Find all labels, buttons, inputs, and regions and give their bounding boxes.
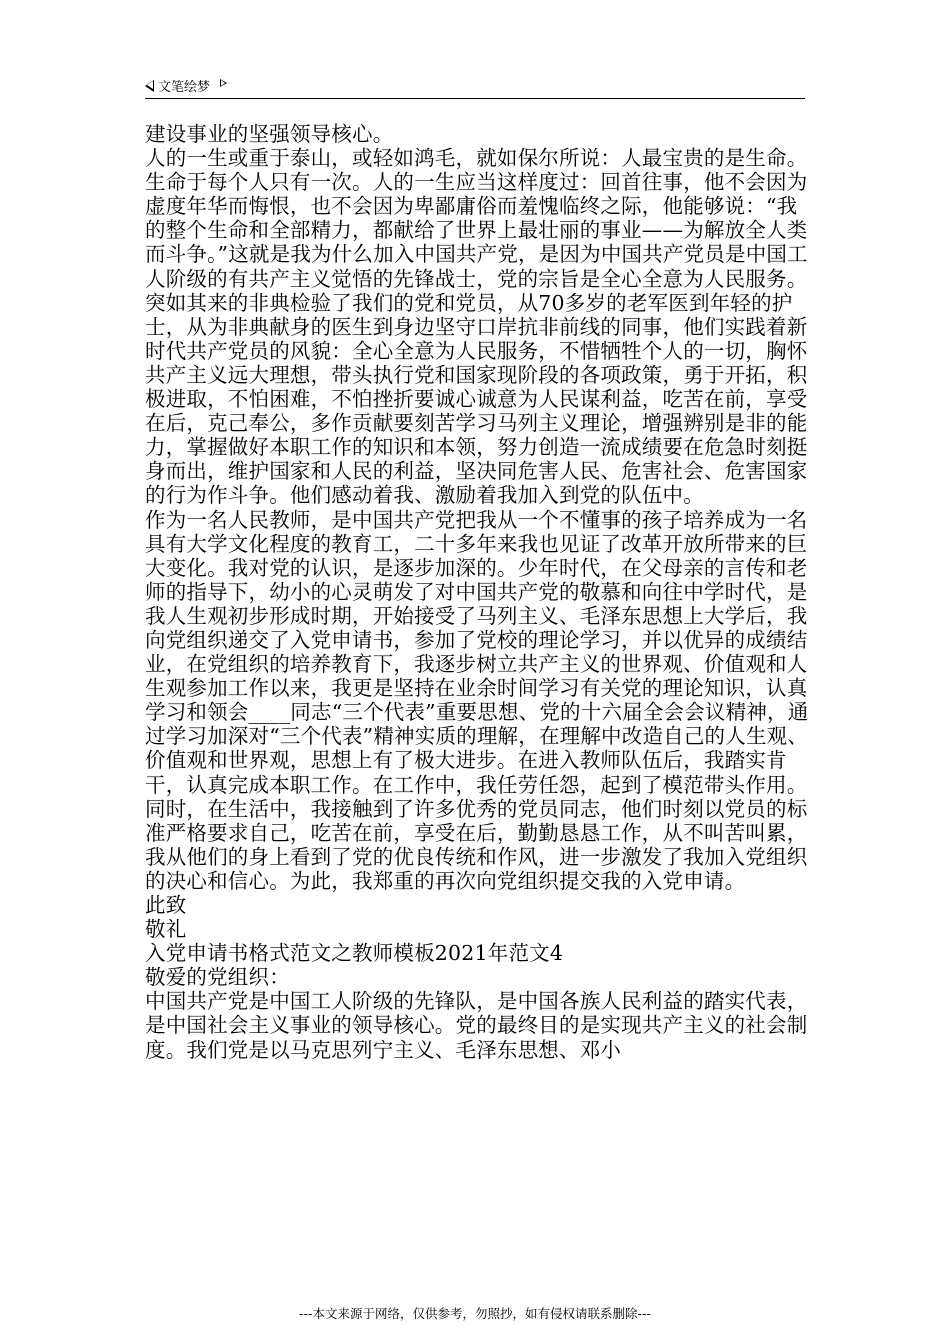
paragraph: 建设事业的坚强领导核心。 <box>145 122 394 146</box>
salutation-line: 敬礼 <box>145 917 187 942</box>
paragraph: 突如其来的非典检验了我们的党和党员，从70多岁的老军医到年轻的护士，从为非典献身的医生到身边坚守口岸抗非前线的同事，他们实践着新时代共产党员的风貌：全心全意为人民服务，不惜牺牲个人的一切，胸怀共产主义远大理想，带头执行党和国家现阶段的各项政策，勇于开拓，积极进取，不怕困难，不怕挫折要诚心诚意为人民谋利益，吃苦在前，享受在后，克己奉公，多作贡献要刻苦学习马列主义理论，增强辨别是非的能力，掌握做好本职工作的知识和本领，努力创造一流成绩要在危急时刻挺身而出，维护国家和人民的利益，坚决同危害人民、危害社会、危害国家的行为作斗争。他们感动着我、激励着我加入到党的队伍中。 <box>145 290 808 508</box>
right-triangle-icon <box>220 79 227 87</box>
greeting-line: 敬爱的党组织： <box>145 965 290 990</box>
section-title: 入党申请书格式范文之教师模板2021年范文4 <box>145 941 564 966</box>
paragraph: 人的一生或重于泰山，或轻如鸿毛，就如保尔所说：人最宝贵的是生命。生命于每个人只有一次。人的一生应当这样度过：回首往事，他不会因为虚度年华而悔恨，也不会因为卑鄙庸俗而羞愧临终之际，他能够说：“我的整个生命和全部精力，都献给了世界上最壮丽的事业——为解放全人类而斗争。”这就是我为什么加入中国共产党，是因为中国共产党员是中国工人阶级的有共产主义觉悟的先锋战士，党的宗旨是全心全意为人民服务。 <box>145 146 808 291</box>
paragraph: 同时，在生活中，我接触到了许多优秀的党员同志，他们时刻以党员的标准严格要求自己，吃苦在前，享受在后，勤勤恳恳工作，从不叫苦叫累，我从他们的身上看到了党的优良传统和作风，进一步激发了我加入党组织的决心和信心。为此，我郑重的再次向党组织提交我的入党申请。 <box>145 796 808 893</box>
header-brand <box>145 76 227 95</box>
paragraph: 作为一名人民教师，是中国共产党把我从一个不懂事的孩子培养成为一名具有大学文化程度的教育工，二十多年来我也见证了改革开放所带来的巨大变化。我对党的认识，是逐步加深的。少年时代，在父母亲的言传和老师的指导下，幼小的心灵萌发了对中国共产党的敬慕和向往中学时代，是我人生观初步形成时期，开始接受了马列主义、毛泽东思想上大学后，我向党组织递交了入党申请书，参加了党校的理论学习，并以优异的成绩结业，在党组织的培养教育下，我逐步树立共产主义的世界观、价值观和人生观参加工作以来，我更是坚持在业余时间学习有关党的理论知识，认真学习和领会____同志“三个代表”重要思想、党的十六届全会会议精神，通过学习加深对“三个代表”精神实质的理解，在理解中改造自己的人生观、价值观和世界观，思想上有了极大进步。在进入教师队伍后，我踏实肯干，认真完成本职工作。在工作中，我任劳任怨，起到了模范带头作用。 <box>145 507 809 797</box>
page-header <box>145 72 805 99</box>
page-footer: ---本文来源于网络，仅供参考，勿照抄，如有侵权请联系删除--- <box>298 1306 652 1321</box>
left-triangle-icon <box>145 80 154 92</box>
closing-line: 此致 <box>145 893 187 917</box>
brand-name: 文笔绘梦 <box>158 80 211 95</box>
paragraph: 中国共产党是中国工人阶级的先锋队，是中国各族人民利益的踏实代表，是中国社会主义事业的领导核心。党的最终目的是实现共产主义的社会制度。我们党是以马克思列宁主义、毛泽东思想、邓小 <box>145 989 808 1062</box>
document-body <box>145 122 810 1062</box>
